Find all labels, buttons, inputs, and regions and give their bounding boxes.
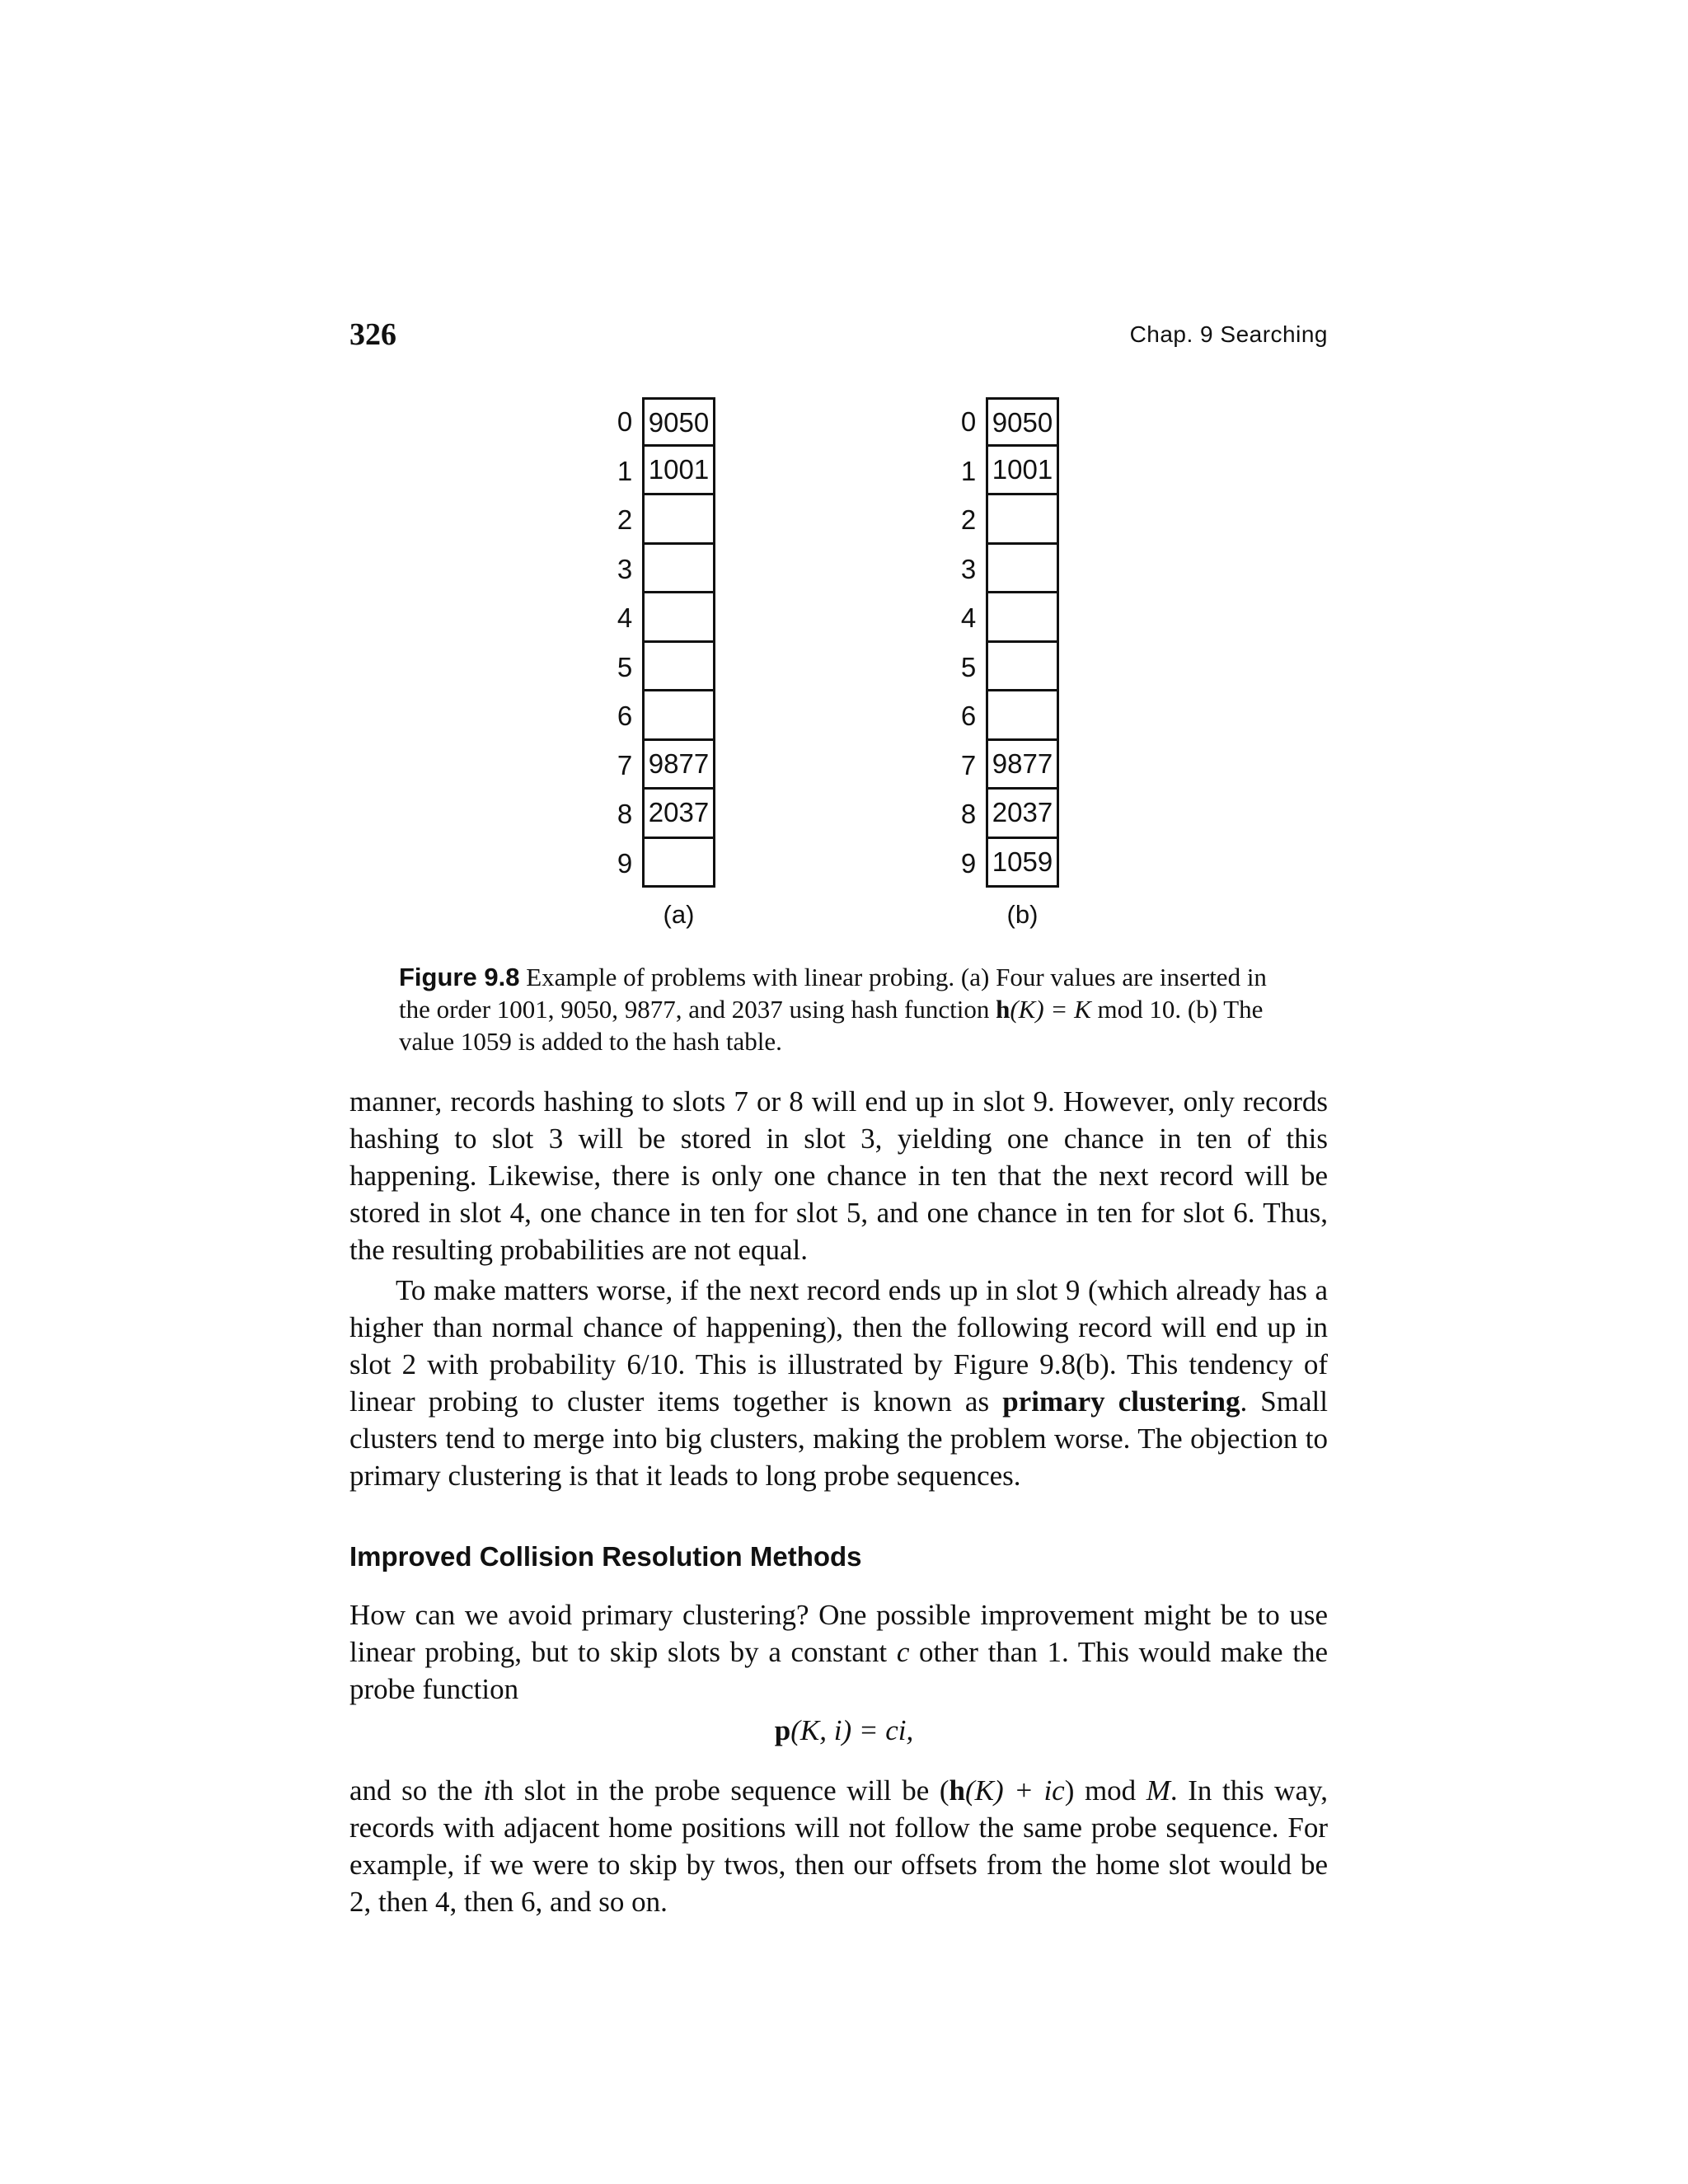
figure-caption	[399, 961, 1289, 1057]
slot-index: 8	[617, 799, 633, 829]
slot-value: 9050	[642, 397, 715, 447]
equation-p: p	[774, 1714, 791, 1746]
slot-index: 5	[960, 651, 977, 682]
slot-index: 4	[960, 602, 977, 633]
slot-value: 1001	[642, 447, 715, 496]
slot-index: 6	[617, 701, 633, 731]
caption-func-mod: mod 10	[1090, 995, 1175, 1024]
slot-value: 9877	[642, 741, 715, 790]
slot-index: 0	[960, 406, 977, 437]
slot-value: 9050	[986, 397, 1059, 447]
math-h: h	[949, 1774, 965, 1807]
math-i: i	[483, 1774, 491, 1807]
math-expr: (K) + ic	[964, 1774, 1065, 1807]
table-label: (b)	[1006, 900, 1039, 929]
slot-index: 4	[617, 602, 633, 633]
paragraph-text: To make matters worse, if the next record ends up in slot 9 (which already has a higher than normal chance of happening), then the following record will end up in slot 2 with probability 6/10. This is illustrated by Figure 9.8(b). This tendency of linear probing to cluster items together is known as	[349, 1274, 1328, 1418]
slot-index: 9	[617, 847, 633, 879]
caption-text: Example of problems with linear probing. (a) Four values are inserted in the order 1001, 9050, 9877, and 2037 using hash function	[399, 963, 1267, 1024]
slot-value: 1059	[986, 839, 1059, 888]
equation-rest: (K, i) = ci,	[790, 1714, 914, 1746]
slot-index: 3	[960, 553, 977, 584]
paragraph-text: th slot in the probe sequence will be (	[490, 1774, 950, 1807]
slot-index: 5	[617, 651, 633, 682]
term-primary-clustering: primary clustering	[1002, 1385, 1240, 1418]
slot-value	[986, 593, 1059, 643]
slot-value	[642, 593, 715, 643]
figure-label: Figure 9.8	[399, 963, 520, 991]
caption-text-2: . (b) The value 1059 is added to the hash table.	[399, 995, 1264, 1056]
slot-index: 6	[960, 701, 977, 731]
slot-value: 2037	[642, 790, 715, 839]
paragraph-text: . Small clusters tend to merge into big clusters, making the problem worse. The objection to primary clustering is that it leads to long probe sequences.	[349, 1385, 1328, 1492]
paragraph-text: other than 1. This would make the probe function	[349, 1636, 1328, 1705]
page-number: 326	[349, 317, 396, 352]
slot-value	[642, 839, 715, 888]
paragraph	[349, 1596, 1328, 1708]
slot-index: 7	[960, 749, 977, 780]
slot-index: 0	[617, 406, 633, 437]
slot-value	[642, 545, 715, 594]
display-equation	[0, 1714, 1688, 1747]
slot-index: 8	[960, 799, 977, 829]
math-M: M	[1146, 1774, 1170, 1807]
paragraph	[349, 1272, 1328, 1494]
slot-index: 2	[960, 504, 977, 535]
paragraph: manner, records hashing to slots 7 or 8 will end up in slot 9. However, only records hashing to slot 3 will be stored in slot 3, yielding one chance in ten of this happening. Likewise, there is only one chance in ten that the next record will be stored in slot 4, one chance in ten for slot 5, and one chance in ten for slot 6. Thus, the resulting probabilities are not equal.	[349, 1085, 1328, 1266]
slot-value	[642, 691, 715, 741]
slot-value	[986, 643, 1059, 692]
slot-index: 9	[960, 847, 977, 879]
slot-index: 1	[960, 455, 977, 486]
math-mod: ) mod	[1064, 1774, 1146, 1807]
running-head: Chap. 9 Searching	[1129, 321, 1328, 347]
math-c: c	[896, 1636, 910, 1668]
slot-index: 1	[617, 455, 633, 486]
paragraph	[349, 1772, 1328, 1920]
slot-index: 3	[617, 553, 633, 584]
table-label: (a)	[663, 900, 695, 929]
slot-index: 2	[617, 504, 633, 535]
slot-value	[986, 495, 1059, 545]
caption-func-arg: (K) = K	[1010, 995, 1091, 1024]
paragraph-text: . In this way, records with adjacent home positions will not follow the same probe sequence. For example, if we were to skip by twos, then our offsets from the home slot would be 2, then 4, then 6, and so on.	[349, 1774, 1328, 1918]
slot-index: 7	[617, 749, 633, 780]
slot-value: 2037	[986, 790, 1059, 839]
caption-func-h: h	[996, 995, 1010, 1024]
slot-value: 1001	[986, 447, 1059, 496]
section-heading: Improved Collision Resolution Methods	[349, 1541, 862, 1572]
paragraph-text: How can we avoid primary clustering? One possible improvement might be to use linear probing, but to skip slots by a constant	[349, 1599, 1328, 1668]
slot-value: 9877	[986, 741, 1059, 790]
slot-value	[986, 691, 1059, 741]
slot-value	[986, 545, 1059, 594]
paragraph-text: and so the	[349, 1774, 484, 1807]
slot-value	[642, 495, 715, 545]
slot-value	[642, 643, 715, 692]
